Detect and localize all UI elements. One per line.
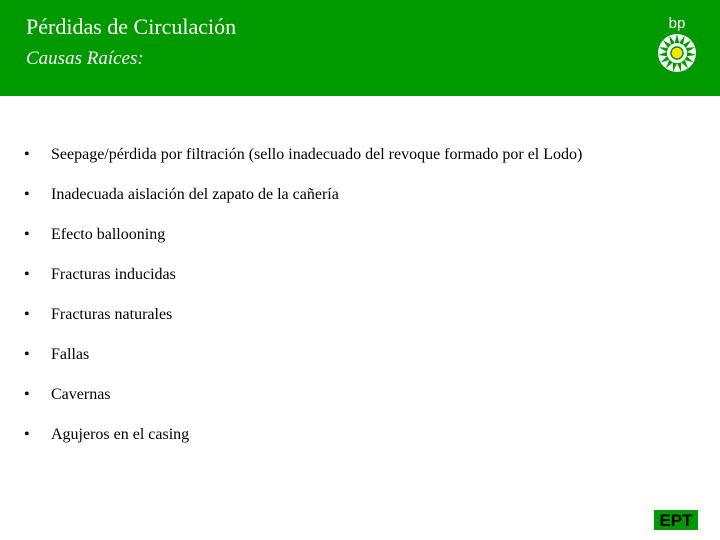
ept-logo-text: EPT	[659, 511, 693, 530]
list-item: • Efecto ballooning	[24, 222, 604, 247]
list-item: • Agujeros en el casing	[24, 422, 604, 447]
list-item: • Cavernas	[24, 382, 604, 407]
ept-logo	[654, 510, 698, 530]
title-bar	[0, 0, 720, 96]
list-item: • Fracturas inducidas	[24, 262, 604, 287]
slide-title: Pérdidas de Circulación	[26, 14, 237, 39]
list-item: • Fracturas naturales	[24, 302, 604, 327]
list-item: • Inadecuada aislación del zapato de la cañería	[24, 182, 604, 207]
bp-logo	[652, 16, 702, 78]
bullet-list	[24, 142, 604, 462]
bp-logo-text: bp	[668, 15, 686, 32]
list-item: • Fallas	[24, 342, 604, 367]
list-item: • Seepage/pérdida por filtración (sello inadecuado del revoque formado por el Lodo)	[24, 142, 604, 167]
helios-icon	[656, 32, 698, 74]
slide-subtitle: Causas Raíces:	[26, 48, 144, 69]
